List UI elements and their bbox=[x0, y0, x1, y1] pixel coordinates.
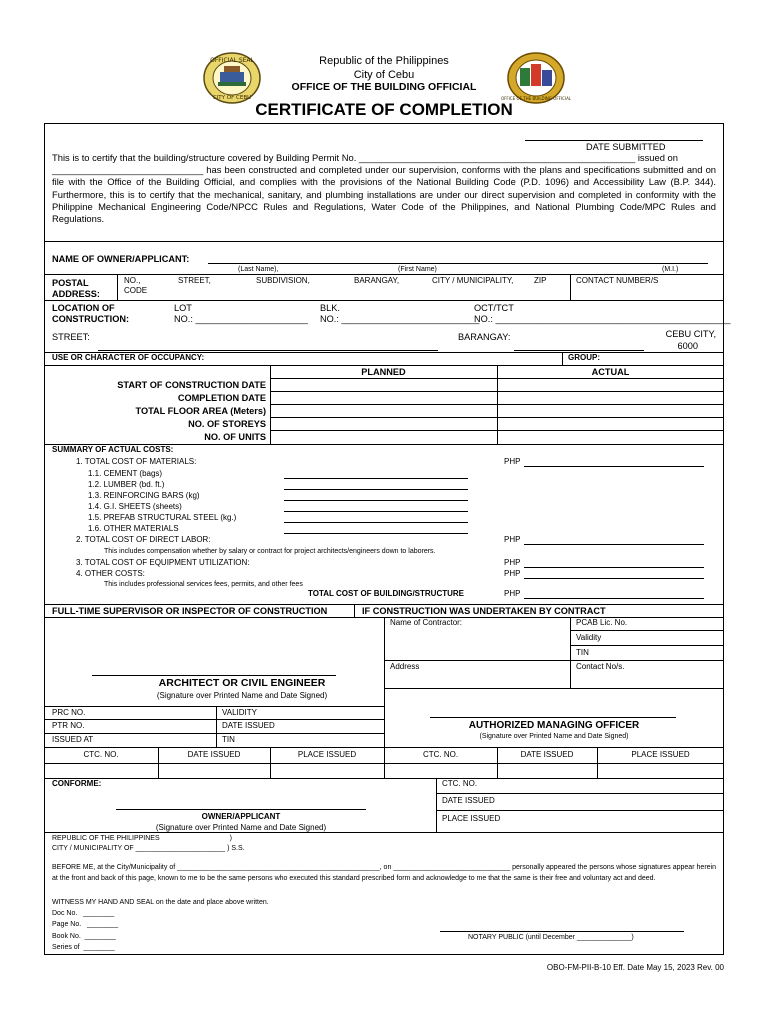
php-materials: PHP bbox=[504, 457, 521, 466]
issued-at-label: ISSUED AT bbox=[52, 735, 94, 744]
notary-city: CITY / MUNICIPALITY OF _______________________ ) S.S. bbox=[52, 845, 245, 852]
contract-address-label: Address bbox=[390, 662, 420, 671]
barangay-label: BARANGAY: bbox=[458, 332, 511, 342]
prefab-label: 1.5. PREFAB STRUCTURAL STEEL (kg.) bbox=[88, 513, 237, 522]
lot-label: LOT bbox=[174, 303, 192, 313]
oct-no-field[interactable]: NO.: ______________________________________________ bbox=[474, 314, 731, 324]
ctc-place-header: PLACE ISSUED bbox=[297, 750, 357, 759]
php-labor: PHP bbox=[504, 535, 521, 544]
php-total: PHP bbox=[504, 589, 521, 598]
conforme-ctc-label: CTC. NO. bbox=[442, 779, 478, 788]
notary-witness: WITNESS MY HAND AND SEAL on the date and place above written. bbox=[52, 899, 269, 906]
notary-series: Series of ________ bbox=[52, 944, 115, 951]
notary-doc: Doc No. ________ bbox=[52, 910, 115, 917]
floor-area-row: TOTAL FLOOR AREA (Meters) bbox=[135, 406, 266, 416]
materials-label: 1. TOTAL COST OF MATERIALS: bbox=[76, 457, 197, 466]
owner-signature-note: (Signature over Printed Name and Date Signed) bbox=[155, 823, 327, 832]
costs-title: SUMMARY OF ACTUAL COSTS: bbox=[52, 445, 174, 454]
contract-validity-label: Validity bbox=[576, 633, 602, 642]
contract-title: IF CONSTRUCTION WAS UNDERTAKEN BY CONTRACT bbox=[362, 606, 606, 616]
addr-street: STREET, bbox=[178, 276, 211, 285]
ptr-label: PTR NO. bbox=[52, 721, 85, 730]
labor-label: 2. TOTAL COST OF DIRECT LABOR: bbox=[76, 535, 211, 544]
obo-seal bbox=[500, 52, 572, 104]
intro-line1: This is to certify that the building/structure covered by Building Permit No. _____________________________________________________ issued on bbox=[52, 152, 678, 163]
address-label: ADDRESS: bbox=[52, 289, 100, 299]
start-date-row: START OF CONSTRUCTION DATE bbox=[117, 380, 266, 390]
engineer-signature-note: (Signature over Printed Name and Date Signed) bbox=[156, 691, 328, 700]
addr-zip: ZIP bbox=[534, 276, 547, 285]
completion-date-row: COMPLETION DATE bbox=[177, 393, 266, 403]
blk-label: BLK. bbox=[320, 303, 340, 313]
owner-last-name: (Last Name), bbox=[238, 266, 279, 273]
lot-no-field[interactable]: NO.: ______________________ bbox=[174, 314, 308, 324]
owner-label: NAME OF OWNER/APPLICANT: bbox=[52, 254, 190, 264]
notary-republic: REPUBLIC OF THE PHILIPPINES ) bbox=[52, 835, 232, 842]
prc-label: PRC NO. bbox=[52, 708, 86, 717]
ctc-no-header-2: CTC. NO. bbox=[422, 750, 459, 759]
supervisor-title: FULL-TIME SUPERVISOR OR INSPECTOR OF CONSTRUCTION bbox=[52, 606, 328, 616]
addr-subdivision: SUBDIVISION, bbox=[256, 276, 310, 285]
addr-city: CITY / MUNICIPALITY, bbox=[432, 276, 514, 285]
addr-contact: CONTACT NUMBER/S bbox=[576, 276, 659, 285]
officer-role: AUTHORIZED MANAGING OFFICER bbox=[468, 720, 640, 731]
conforme-place-label: PLACE ISSUED bbox=[442, 814, 501, 823]
page-title: CERTIFICATE OF COMPLETION bbox=[255, 100, 513, 119]
engineer-role: ARCHITECT OR CIVIL ENGINEER bbox=[158, 677, 326, 689]
engineer-date-issued-label: DATE ISSUED bbox=[222, 721, 275, 730]
group-label: GROUP: bbox=[568, 353, 600, 362]
city-official-seal bbox=[202, 52, 262, 104]
other-costs-label: 4. OTHER COSTS: bbox=[76, 569, 145, 578]
owner-first-name: (First Name) bbox=[398, 266, 437, 273]
ctc-date-header: DATE ISSUED bbox=[187, 750, 241, 759]
zip-value: 6000 bbox=[677, 341, 698, 351]
contractor-label: Name of Contractor: bbox=[390, 618, 463, 627]
city-line: City of Cebu bbox=[353, 69, 415, 81]
addr-no: NO., bbox=[124, 276, 141, 285]
engineer-tin-label: TIN bbox=[222, 735, 235, 744]
engineer-validity-label: VALIDITY bbox=[222, 708, 257, 717]
php-other: PHP bbox=[504, 569, 521, 578]
conforme-label: CONFORME: bbox=[52, 779, 102, 788]
form-code-footer: OBO-FM-PII-B-10 Eff. Date May 15, 2023 Rev. 00 bbox=[546, 963, 724, 972]
notary-book: Book No. ________ bbox=[52, 933, 116, 940]
date-submitted-label: DATE SUBMITTED bbox=[586, 142, 666, 152]
right-seal-text: OFFICE OF THE BUILDING OFFICIAL bbox=[500, 96, 572, 101]
labor-note: This includes compensation whether by salary or contract for project architects/engineers down to laborers. bbox=[104, 548, 436, 555]
owner-mi: (M.I.) bbox=[662, 266, 679, 273]
occupancy-label: USE OR CHARACTER OF OCCUPANCY: bbox=[52, 353, 205, 362]
conforme-date-label: DATE ISSUED bbox=[442, 796, 495, 805]
ctc-date-header-2: DATE ISSUED bbox=[520, 750, 574, 759]
pcab-label: PCAB Lic. No. bbox=[576, 618, 628, 627]
notary-page: Page No. ________ bbox=[52, 921, 119, 928]
total-cost-label: TOTAL COST OF BUILDING/STRUCTURE bbox=[308, 589, 464, 598]
intro-paragraph bbox=[52, 152, 716, 225]
notary-before-me: BEFORE ME, at the City/Municipality of ____________________________________________________, on ______________________________ personally appeared the persons whose signatures appear herein at the front and back of this page, known to me to be the same persons who executed this standard prescribed form and acknowledge to me that the same is their free and voluntary act and deed. bbox=[52, 864, 716, 882]
postal-label: POSTAL bbox=[52, 278, 89, 288]
street-label: STREET: bbox=[52, 332, 90, 342]
left-seal-top-text: OFFICIAL SEAL bbox=[210, 57, 254, 64]
storeys-row: NO. OF STOREYS bbox=[188, 419, 266, 429]
actual-header: ACTUAL bbox=[591, 367, 630, 377]
location-label: LOCATION OF bbox=[52, 303, 115, 313]
contract-tin-label: TIN bbox=[576, 648, 589, 657]
office-line: OFFICE OF THE BUILDING OFFICIAL bbox=[291, 81, 477, 93]
rebars-label: 1.3. REINFORCING BARS (kg) bbox=[88, 491, 200, 500]
lumber-label: 1.2. LUMBER (bd. ft.) bbox=[88, 480, 165, 489]
intro-rest: _____________________________ has been constructed and completed under our supervision, conforms with the plans and specifications submitted and on file with the Office of the Building Official, and complies with the provisions of the National Building Code (P.D. 1096) and Accessibility Law (B.P. 344). Furthermore, this is to certify that the mechanical, sanitary, and plumbing installations are under our direct supervision and completed in conformity with the Philippine Mechanical Engineering Code/NPCC Rules and Regulations, Water Code of the Philippines, and National Plumbing Code/MPC Rules and Regulations. bbox=[52, 164, 716, 225]
left-seal-bottom-text: CITY OF CEBU bbox=[212, 95, 252, 101]
addr-code: CODE bbox=[124, 286, 148, 295]
ctc-place-header-2: PLACE ISSUED bbox=[631, 750, 690, 759]
notary-public-label: NOTARY PUBLIC (until December ______________) bbox=[468, 934, 634, 941]
other-costs-note: This includes professional services fees, permits, and other fees bbox=[104, 581, 303, 588]
contract-contact-label: Contact No/s. bbox=[576, 662, 625, 671]
addr-barangay: BARANGAY, bbox=[354, 276, 400, 285]
php-equipment: PHP bbox=[504, 558, 521, 567]
officer-signature-note: (Signature over Printed Name and Date Signed) bbox=[479, 733, 629, 740]
republic-line: Republic of the Philippines bbox=[319, 55, 449, 67]
oct-label: OCT/TCT bbox=[474, 303, 514, 313]
construction-label: CONSTRUCTION: bbox=[52, 314, 130, 324]
owner-applicant-label: OWNER/APPLICANT bbox=[201, 812, 281, 821]
blk-no-field[interactable]: NO.: ___________________________ bbox=[320, 314, 480, 324]
other-materials-label: 1.6. OTHER MATERIALS bbox=[88, 524, 179, 533]
ctc-no-header: CTC. NO. bbox=[83, 750, 119, 759]
equipment-label: 3. TOTAL COST OF EQUIPMENT UTILIZATION: bbox=[76, 558, 250, 567]
planned-header: PLANNED bbox=[361, 367, 406, 377]
gi-label: 1.4. G.I. SHEETS (sheets) bbox=[88, 502, 182, 511]
units-row: NO. OF UNITS bbox=[204, 432, 266, 442]
city-value: CEBU CITY, bbox=[665, 329, 716, 339]
cement-label: 1.1. CEMENT (bags) bbox=[88, 469, 163, 478]
